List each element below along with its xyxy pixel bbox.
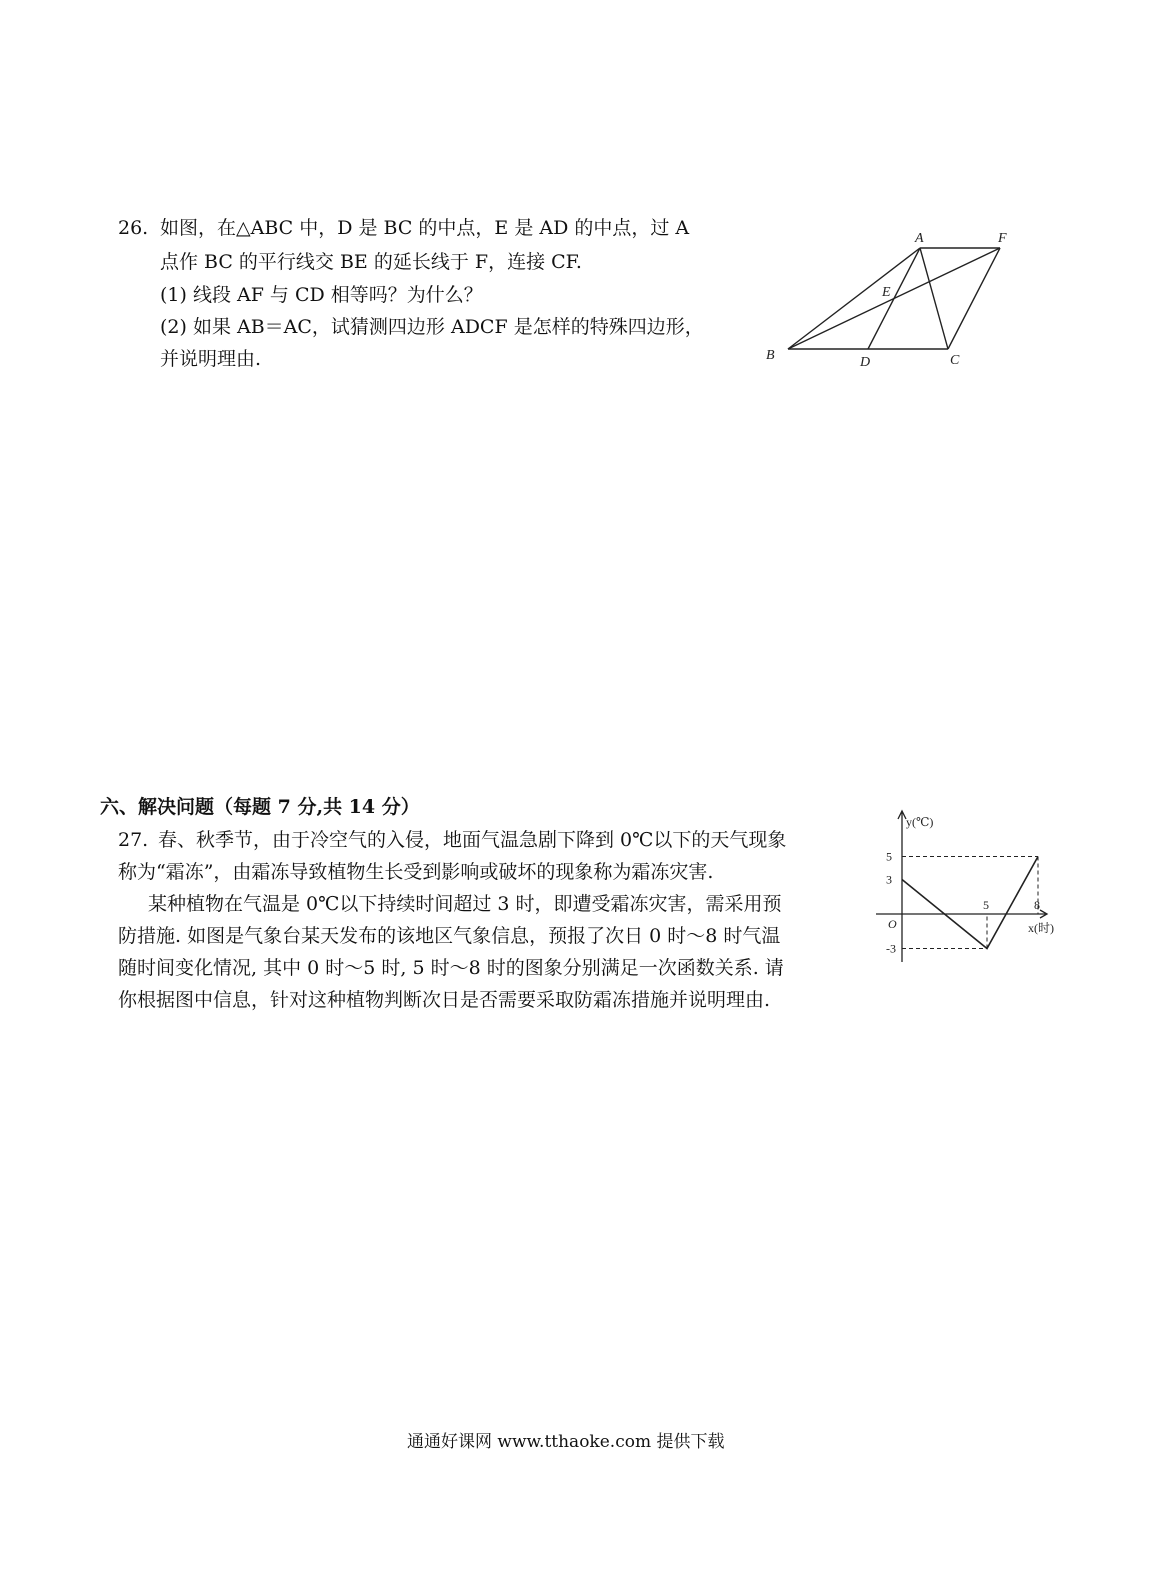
point-label-e: E <box>882 285 891 300</box>
segment-cf <box>948 248 1000 349</box>
question-26-part2-line2: 并说明理由. <box>160 348 262 370</box>
origin-label: O <box>888 917 897 931</box>
point-label-c: C <box>950 353 960 368</box>
point-label-a: A <box>915 231 924 246</box>
x-axis-label: x(时) <box>1028 921 1054 935</box>
y-axis-label: y(℃) <box>906 815 934 829</box>
section-6-heading: 六、解决问题（每题 7 分,共 14 分） <box>100 796 420 818</box>
question-27-line1: 春、秋季节，由于冷空气的入侵，地面气温急剧下降到 0℃以下的天气现象 <box>158 829 787 851</box>
question-27-number: 27. <box>118 829 149 851</box>
question-27-line2: 称为“霜冻”，由霜冻导致植物生长受到影响或破坏的现象称为霜冻灾害. <box>118 861 714 883</box>
question-26-part2-line1: (2) 如果 AB＝AC，试猜测四边形 ADCF 是怎样的特殊四边形， <box>160 316 704 338</box>
point-label-b: B <box>766 348 775 363</box>
question-26-number: 26. <box>118 217 149 239</box>
segment-bf <box>788 248 1000 349</box>
temperature-line <box>902 857 1038 949</box>
segment-ac <box>920 248 948 349</box>
y-tick-label: 5 <box>886 849 892 864</box>
y-tick-label: 3 <box>886 872 892 887</box>
question-27-line3: 某种植物在气温是 0℃以下持续时间超过 3 时，即遭受霜冻灾害，需采用预 <box>148 893 782 915</box>
question-26-line2: 点作 BC 的平行线交 BE 的延长线于 F，连接 CF. <box>160 251 582 273</box>
question-26-line1: 如图，在△ABC 中，D 是 BC 的中点，E 是 AD 的中点，过 A <box>160 217 690 239</box>
point-label-f: F <box>998 231 1007 246</box>
x-tick-label: 8 <box>1034 898 1040 912</box>
question-27-line4: 防措施. 如图是气象台某天发布的该地区气象信息，预报了次日 0 时～8 时气温 <box>118 925 781 947</box>
triangle-figure <box>760 228 1020 368</box>
x-tick-label: 5 <box>983 898 989 912</box>
question-27-line6: 你根据图中信息，针对这种植物判断次日是否需要采取防霜冻措施并说明理由. <box>118 989 771 1011</box>
temperature-chart <box>866 802 1066 972</box>
segment-ab <box>788 248 920 349</box>
question-26-part1: (1) 线段 AF 与 CD 相等吗？为什么？ <box>160 284 483 306</box>
point-label-d: D <box>860 355 871 368</box>
page-footer: 通通好课网 www.tthaoke.com 提供下载 <box>407 1432 725 1452</box>
question-27-line5: 随时间变化情况, 其中 0 时～5 时, 5 时～8 时的图象分别满足一次函数关系. 请 <box>118 957 784 979</box>
y-tick-label: -3 <box>886 941 896 956</box>
